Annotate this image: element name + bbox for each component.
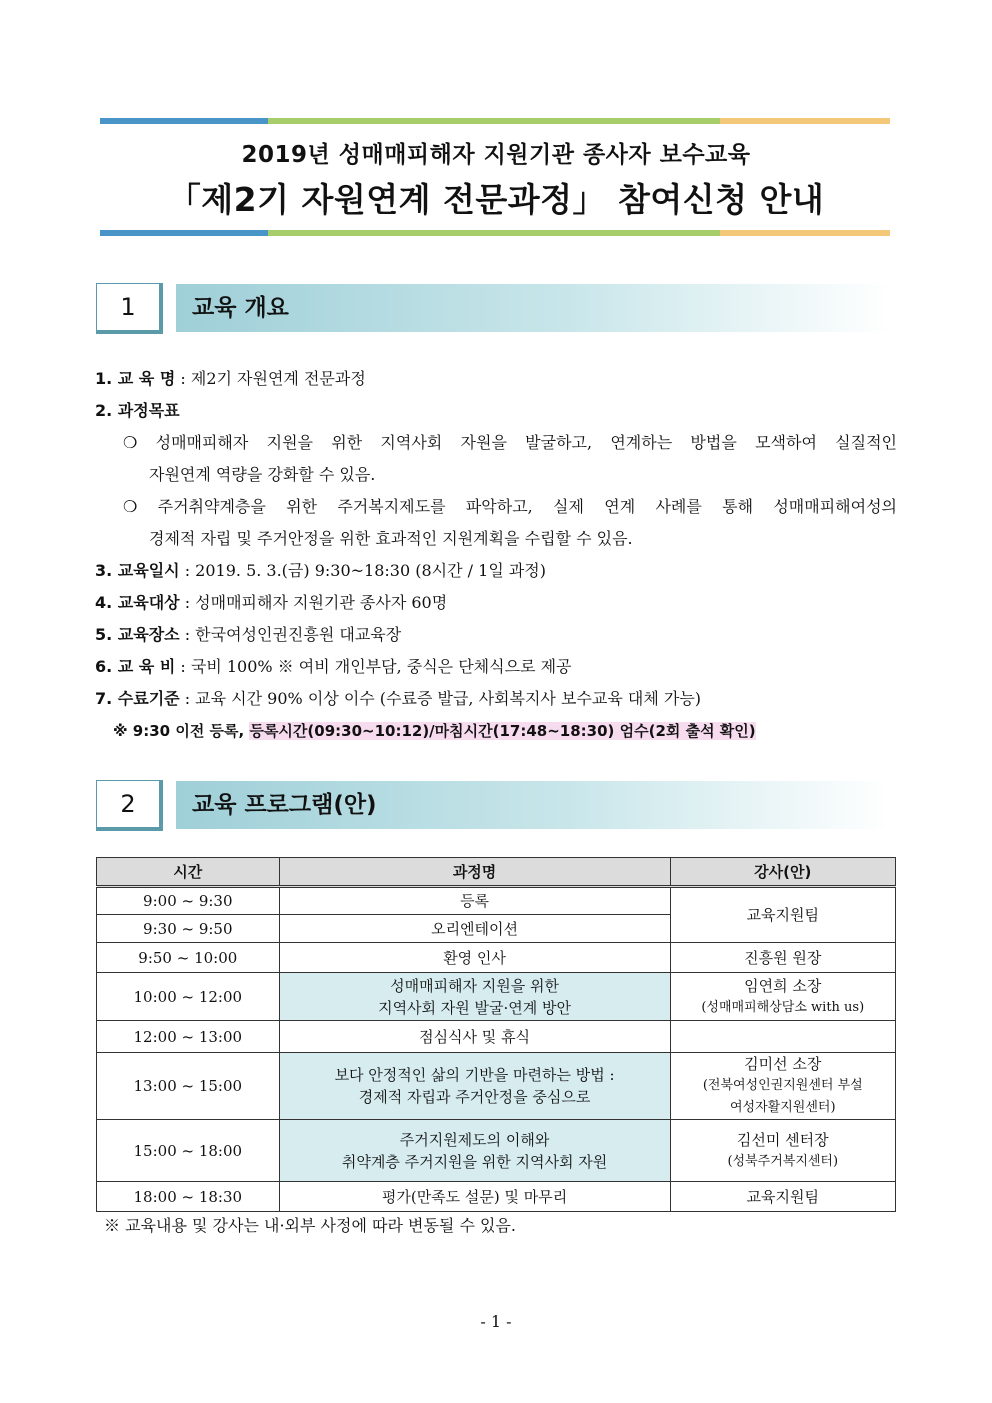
overview-item-name: 1. 교 육 명 : 제2기 자원연계 전문과정	[95, 369, 366, 388]
header-bottom-color-bar	[100, 230, 890, 236]
overview-item-date: 3. 교육일시 : 2019. 5. 3.(금) 9:30~18:30 (8시간 / 1일 과정)	[95, 561, 547, 580]
overview-item-place: 5. 교육장소 : 한국여성인권진흥원 대교육장	[95, 625, 402, 644]
header-top-color-bar	[100, 118, 890, 124]
attendance-note-highlight: 등록시간(09:30~10:12)/마침시간(17:48~18:30) 엄수(2회 출석 확인)	[249, 722, 756, 740]
table-row: 15:00 ~ 18:00 주거지원제도의 이해와 취약계층 주거지원을 위한 지역사회 자원 김선미 센터장 (성북주거복지센터)	[97, 1120, 896, 1182]
overview-item-completion: 7. 수료기준 : 교육 시간 90% 이상 이수 (수료증 발급, 사회복지사 보수교육 대체 가능)	[95, 689, 702, 708]
table-row: 9:30 ~ 9:50 오리엔테이션	[97, 915, 896, 943]
table-row: 13:00 ~ 15:00 보다 안정적인 삶의 기반을 마련하는 방법 : 경제적 자립과 주거안정을 중심으로 김미선 소장 (전북여성인권지원센터 부설 여성자활지원센터)	[97, 1053, 896, 1120]
overview-item-target: 4. 교육대상 : 성매매피해자 지원기관 종사자 60명	[95, 593, 448, 612]
overview-list	[95, 363, 897, 747]
section-number: 2	[96, 780, 163, 831]
header-time: 시간	[97, 858, 280, 887]
overview-item-goals: 2. 과정목표	[95, 401, 180, 420]
table-row: 9:00 ~ 9:30 등록 교육지원팀	[97, 887, 896, 915]
goal-1-cont: 자원연계 역량을 강화할 수 있음.	[149, 465, 376, 484]
section-title: 교육 프로그램(안)	[192, 792, 377, 818]
header-instructor: 강사(안)	[670, 858, 895, 887]
attendance-note: ※ 9:30 이전 등록, 등록시간(09:30~10:12)/마침시간(17:48~18:30) 엄수(2회 출석 확인)	[113, 722, 756, 740]
table-row: 18:00 ~ 18:30 평가(만족도 설문) 및 마무리 교육지원팀	[97, 1182, 896, 1212]
table-row: 12:00 ~ 13:00 점심식사 및 휴식	[97, 1021, 896, 1053]
section-number: 1	[96, 283, 163, 334]
program-note: ※ 교육내용 및 강사는 내·외부 사정에 따라 변동될 수 있음.	[104, 1216, 516, 1235]
section-title: 교육 개요	[192, 295, 289, 321]
program-table	[96, 857, 896, 1212]
header-course: 과정명	[279, 858, 670, 887]
section-heading-overview	[96, 283, 890, 333]
merged-instructor: 교육지원팀	[670, 887, 895, 943]
table-row: 10:00 ~ 12:00 성매매피해자 지원을 위한 지역사회 자원 발굴·연계 방안 임연희 소장 (성매매피해상담소 with us)	[97, 973, 896, 1021]
table-row: 9:50 ~ 10:00 환영 인사 진흥원 원장	[97, 943, 896, 973]
page-number: - 1 -	[480, 1312, 512, 1331]
overview-item-cost: 6. 교 육 비 : 국비 100% ※ 여비 개인부담, 중식은 단체식으로 제공	[95, 657, 572, 676]
goal-2-cont: 경제적 자립 및 주거안정을 위한 효과적인 지원계획을 수립할 수 있음.	[149, 529, 633, 548]
section-heading-program	[96, 780, 890, 830]
document-title-line1: 2019년 성매매피해자 지원기관 종사자 보수교육	[241, 142, 751, 168]
goal-2: ❍ 주거취약계층을 위한 주거복지제도를 파악하고, 실제 연계 사례를 통해 성매매피해여성의	[123, 497, 897, 516]
goal-1: ❍ 성매매피해자 지원을 위한 지역사회 자원을 발굴하고, 연계하는 방법을 모색하여 실질적인	[123, 433, 897, 452]
document-title-line2: 「제2기 자원연계 전문과정」 참여신청 안내	[167, 180, 825, 219]
table-header-row	[97, 858, 896, 887]
